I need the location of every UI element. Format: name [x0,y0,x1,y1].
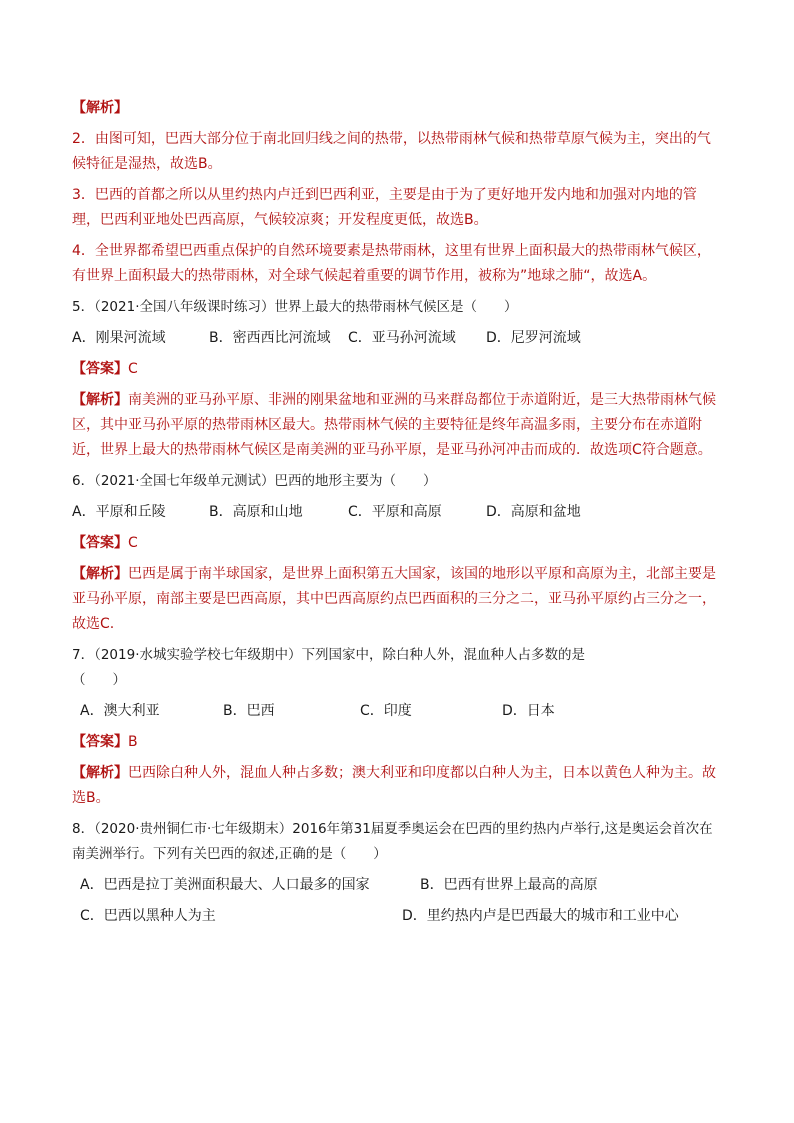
option-c: C．印度 [360,703,412,719]
option-a: A．巴西是拉丁美洲面积最大、人口最多的国家 [80,877,370,893]
question-8-options-row-1 [72,873,724,898]
question-6-analysis [72,562,724,637]
option-c: C．平原和高原 [348,504,442,520]
question-6-stem: 6．（2021·全国七年级单元测试）巴西的地形主要为（ ） [72,473,437,489]
analysis-tag: 【解析】 [72,392,128,408]
option-a: A．澳大利亚 [80,703,160,719]
analysis-text: 南美洲的亚马孙平原、非洲的刚果盆地和亚洲的马来群岛都位于赤道附近，是三大热带雨林气候区，其中亚马孙平原的热带雨林区最大。热带雨林气候的主要特征是终年高温多雨，主要分布在赤道附近，世界上最大的热带雨林气候区是南美洲的亚马孙平原，是亚马孙河冲击而成的．故选项C符合题意。 [72,392,716,458]
analysis-tag: 【解析】 [72,566,128,582]
answer-value: C [128,361,138,377]
answer-value: C [128,535,138,551]
option-d: D．里约热内卢是巴西最大的城市和工业中心 [402,908,679,924]
answer-tag: 【答案】 [72,361,128,377]
option-c: C．亚马孙河流域 [348,330,456,346]
question-5-stem: 5．（2021·全国八年级课时练习）世界上最大的热带雨林气候区是（ ） [72,299,518,315]
question-7-stem: 7．（2019·水城实验学校七年级期中）下列国家中，除白种人外，混血种人占多数的是 [72,647,585,663]
option-d: D．尼罗河流域 [486,330,581,346]
question-8-stem: 8．（2020·贵州铜仁市·七年级期末）2016年第31届夏季奥运会在巴西的里约热内卢举行,这是奥运会首次在南美洲举行。下列有关巴西的叙述,正确的是（ ） [72,821,713,862]
option-d: D．高原和盆地 [486,504,581,520]
option-b: B．密西西比河流域 [209,330,331,346]
document-content [72,96,724,929]
option-d: D．日本 [502,703,555,719]
option-b: B．巴西有世界上最高的高原 [420,877,598,893]
analysis-item-2: 2．由图可知，巴西大部分位于南北回归线之间的热带，以热带雨林气候和热带草原气候为主，突出的气候特征是湿热，故选B。 [72,131,711,172]
question-7-answer [72,730,724,755]
analysis-item-4: 4．全世界都希望巴西重点保护的自然环境要素是热带雨林，这里有世界上面积最大的热带雨林气候区，有世界上面积最大的热带雨林，对全球气候起着重要的调节作用，被称为”地球之肺“，故选A。 [72,243,711,284]
option-a: A．平原和丘陵 [72,504,166,520]
option-b: B．高原和山地 [209,504,303,520]
analysis-text: 巴西是属于南半球国家，是世界上面积第五大国家，该国的地形以平原和高原为主，北部主要是亚马孙平原，南部主要是巴西高原，其中巴西高原约点巴西面积的三分之二，亚马孙平原约占三分之一，故选C. [72,566,716,632]
question-7-analysis [72,761,724,811]
question-6-options [72,500,724,525]
question-7-options [72,699,724,724]
option-b: B．巴西 [223,703,275,719]
question-5-options [72,326,724,351]
option-c: C．巴西以黑种人为主 [80,908,216,924]
answer-tag: 【答案】 [72,734,128,750]
analysis-tag: 【解析】 [72,100,128,116]
analysis-item-3: 3．巴西的首都之所以从里约热内卢迁到巴西利亚，主要是由于为了更好地开发内地和加强对内地的管理，巴西利亚地处巴西高原，气候较凉爽；开发程度更低，故选B。 [72,187,697,228]
answer-value: B [128,734,138,750]
question-8-options-row-2 [72,904,724,929]
question-5-answer [72,357,724,382]
answer-tag: 【答案】 [72,535,128,551]
question-5-analysis [72,388,724,463]
option-a: A．刚果河流域 [72,330,166,346]
question-7-bracket: （ ） [72,672,126,688]
analysis-text: 巴西除白种人外，混血人种占多数；澳大利亚和印度都以白种人为主，日本以黄色人种为主。故选B。 [72,765,716,806]
question-6-answer [72,531,724,556]
analysis-tag: 【解析】 [72,765,128,781]
